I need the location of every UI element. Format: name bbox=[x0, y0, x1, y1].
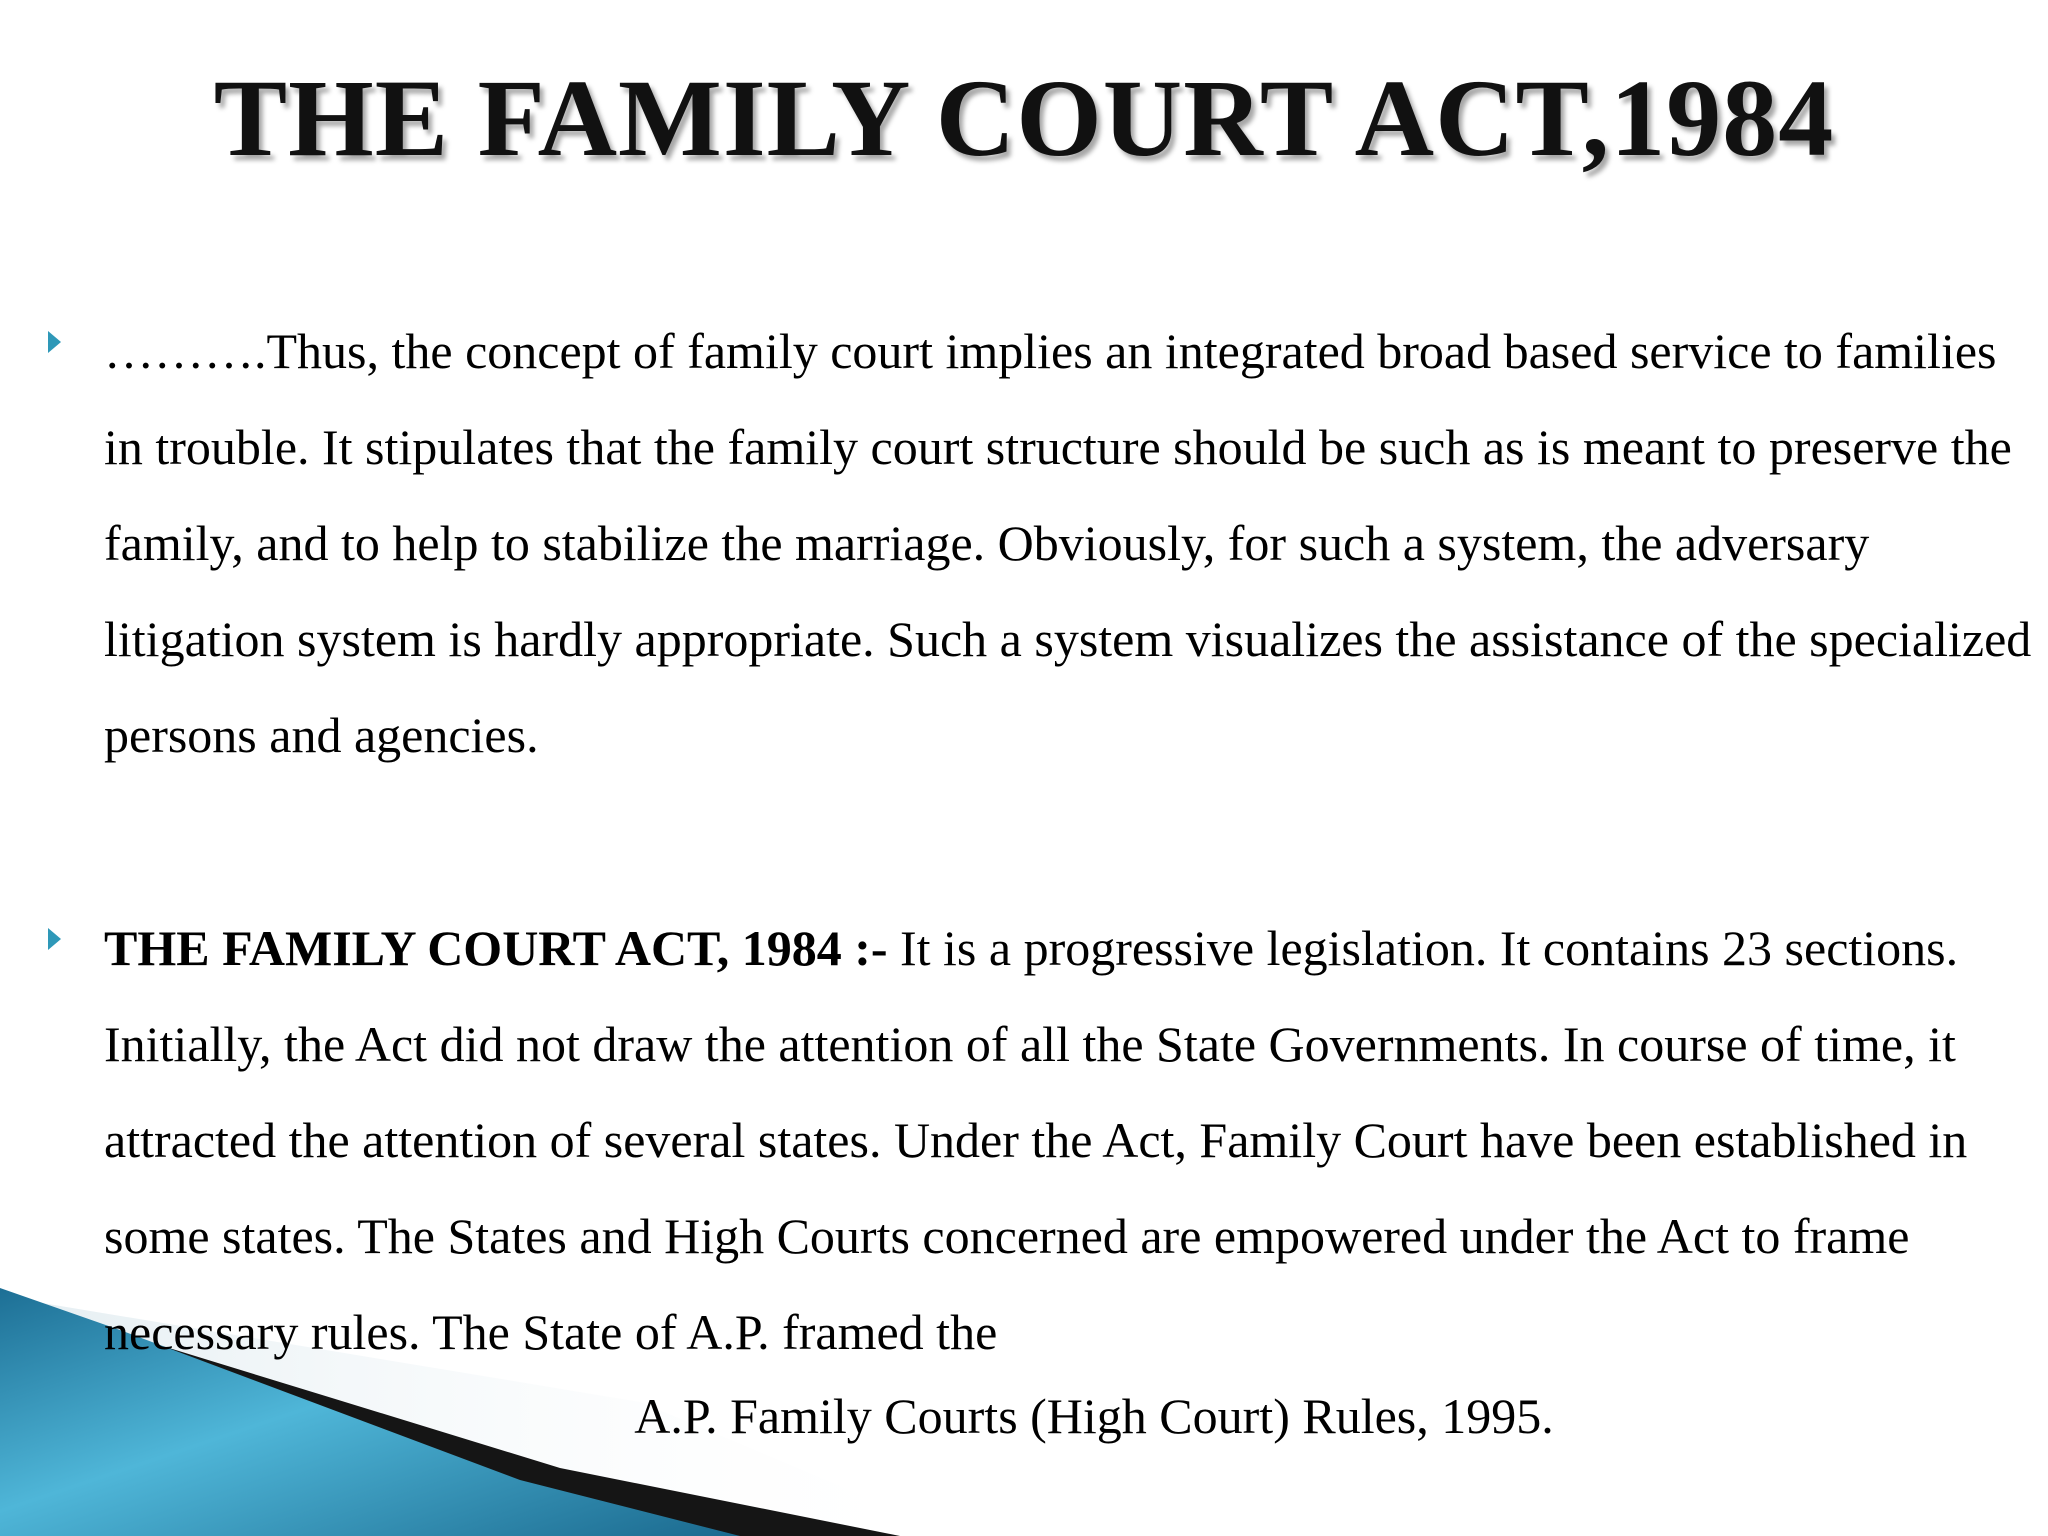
bullet-body: It is a progressive legislation. It contains 23 sections. Initially, the Act did not draw the attention of all the State Governments. In course of time, it attracted the attention of several states. Under the Act, Family Court have been established in some states. The States and High Courts concerned are empowered under the Act to frame necessary rules. The State of A.P. framed the bbox=[104, 920, 1968, 1360]
slide-title: THE FAMILY COURT ACT,1984 bbox=[213, 57, 1835, 179]
bullet-body: ……….Thus, the concept of family court implies an integrated broad based service to families in trouble. It stipulates that the family court structure should be such as is meant to preserve the family, and to help to stabilize the marriage. Obviously, for such a system, the adversary litigation system is hardly appropriate. Such a system visualizes the assistance of the specialized persons and agencies. bbox=[104, 323, 2032, 763]
rules-citation-line: A.P. Family Courts (High Court) Rules, 1995. bbox=[634, 1388, 1554, 1444]
bullet-text bbox=[104, 900, 2034, 1380]
bullet-text bbox=[104, 303, 2034, 783]
bullet-lead-bold: THE FAMILY COURT ACT, 1984 :- bbox=[104, 920, 888, 976]
triangle-bullet-icon bbox=[48, 331, 61, 353]
triangle-bullet-icon bbox=[48, 928, 61, 950]
